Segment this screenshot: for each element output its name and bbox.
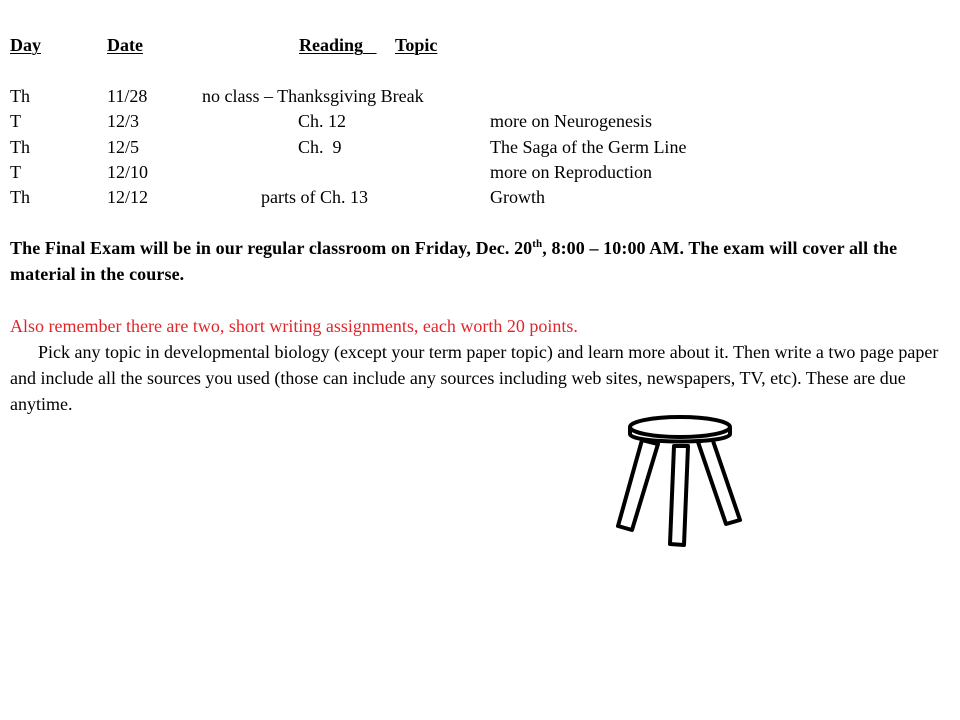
row-2-date: 12/3 xyxy=(107,111,140,131)
row-4-day: T xyxy=(10,162,21,182)
row-3-topic: The Saga of the Germ Line xyxy=(490,137,687,157)
row-5-date: 12/12 xyxy=(107,187,149,207)
row-3-date: 12/5 xyxy=(107,137,140,157)
row-1-reading: no class – Thanksgiving Break xyxy=(202,86,424,106)
row-3-reading: Ch. 9 xyxy=(298,137,342,157)
row-2-topic: more on Neurogenesis xyxy=(490,111,652,131)
stool-drawing xyxy=(612,408,762,558)
header-date-label: Date xyxy=(107,35,143,55)
row-4-date: 12/10 xyxy=(107,162,149,182)
writing-reminder: Also remember there are two, short writing assignments, each worth 20 points. xyxy=(10,316,578,336)
row-2-day: T xyxy=(10,111,21,131)
row-1-day: Th xyxy=(10,86,30,106)
row-1-date: 11/28 xyxy=(107,86,148,106)
final-exam-ordinal: th xyxy=(532,238,543,250)
row-5-day: Th xyxy=(10,187,30,207)
row-2-reading: Ch. 12 xyxy=(298,111,347,131)
header-topic: Topic xyxy=(395,35,438,55)
final-exam-text-2: , 8:00 – 10:00 AM. The exam will cover all the material in the course. xyxy=(10,238,898,284)
stool-seat-top xyxy=(630,417,730,437)
row-5-reading: parts of Ch. 13 xyxy=(261,187,368,207)
row-3-day: Th xyxy=(10,137,30,157)
header-day: Day xyxy=(10,35,41,55)
final-exam-text-1: The Final Exam will be in our regular classroom on Friday, Dec. 20 xyxy=(10,238,533,258)
final-exam-notice xyxy=(10,235,950,287)
stool-left-leg xyxy=(618,440,658,530)
stool-right-leg xyxy=(698,438,740,524)
header-reading-label: Reading xyxy=(299,35,364,55)
row-4-topic: more on Reproduction xyxy=(490,162,652,182)
header-date xyxy=(107,35,295,55)
stool-back-leg xyxy=(670,446,688,545)
header-reading xyxy=(299,35,377,55)
writing-instructions: Pick any topic in developmental biology (except your term paper topic) and learn more about it. Then write a two page paper and include all the sources you used (those can include any sources including web sites, newspapers, TV, etc). These are due anytime. xyxy=(10,342,939,414)
row-5-topic: Growth xyxy=(490,187,545,207)
